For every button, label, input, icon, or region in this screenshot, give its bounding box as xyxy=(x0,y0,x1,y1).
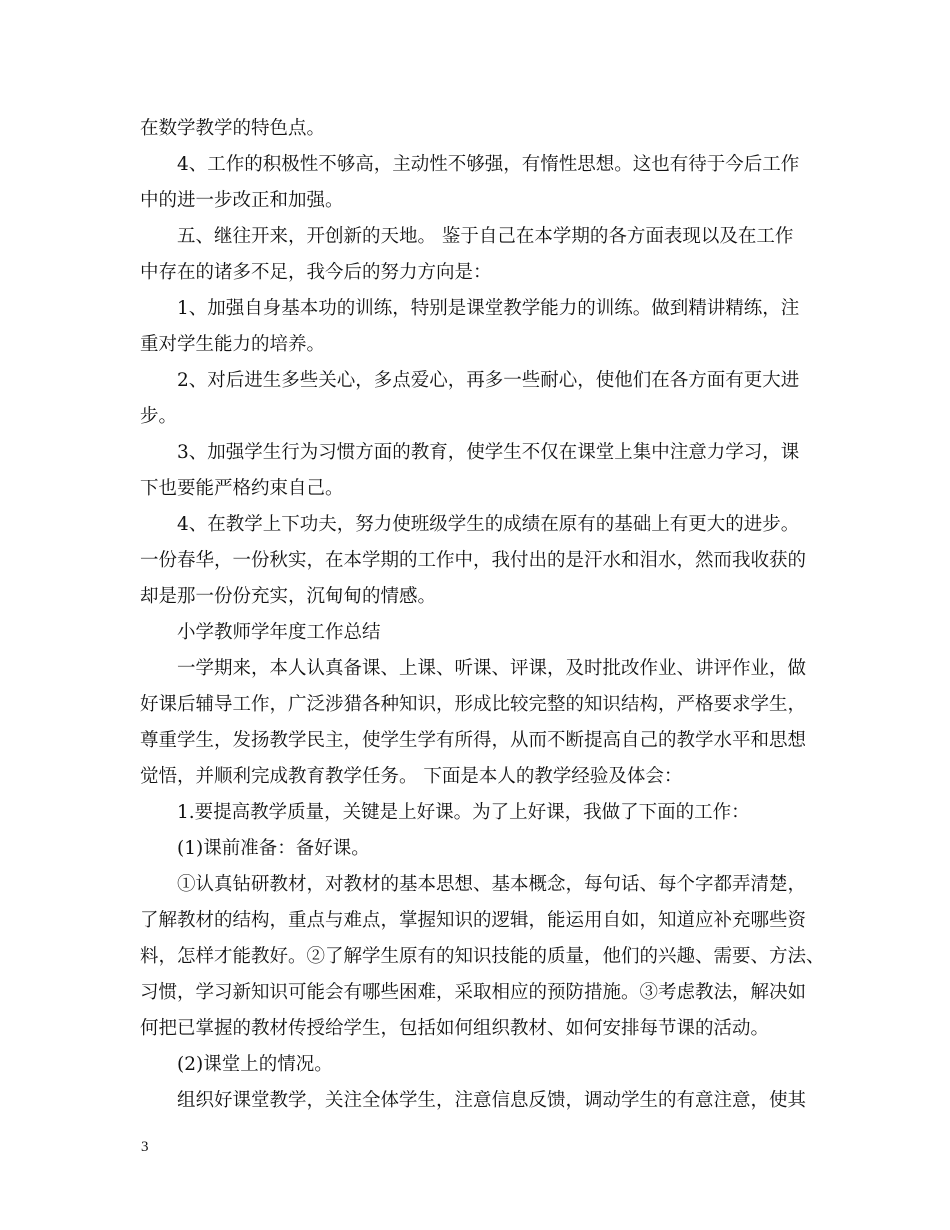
text-line: 步。 xyxy=(140,406,178,427)
text-line: 觉悟，并顺利完成教育教学任务。 下面是本人的教学经验及体会： xyxy=(140,766,683,787)
text-line: 料，怎样才能教好。②了解学生原有的知识技能的质量，他们的兴趣、需要、方法、 xyxy=(140,946,825,967)
text-line: (1)课前准备：备好课。 xyxy=(177,838,370,859)
text-line: 中存在的诸多不足，我今后的努力方向是： xyxy=(140,262,492,283)
text-line: 中的进一步改正和加强。 xyxy=(140,190,344,211)
text-line: 4、在教学上下功夫，努力使班级学生的成绩在原有的基础上有更大的进步。 xyxy=(177,514,800,535)
text-line: ①认真钻研教材，对教材的基本思想、基本概念，每句话、每个字都弄清楚， xyxy=(177,874,807,895)
text-line: 习惯，学习新知识可能会有哪些困难，采取相应的预防措施。③考虑教法，解决如 xyxy=(140,982,807,1003)
text-line: 好课后辅导工作，广泛涉猎各种知识，形成比较完整的知识结构，严格要求学生， xyxy=(140,694,807,715)
text-line: 在数学教学的特色点。 xyxy=(140,118,326,139)
text-line: 4、工作的积极性不够高，主动性不够强，有惰性思想。这也有待于今后工作 xyxy=(177,154,800,175)
text-line: 了解教材的结构，重点与难点，掌握知识的逻辑，能运用自如，知道应补充哪些资 xyxy=(140,910,807,931)
text-line: 尊重学生，发扬教学民主，使学生学有所得，从而不断提高自己的教学水平和思想 xyxy=(140,730,807,751)
text-line: 五、继往开来，开创新的天地。 鉴于自己在本学期的各方面表现以及在工作 xyxy=(177,226,794,247)
text-line: 1、加强自身基本功的训练，特别是课堂教学能力的训练。做到精讲精练，注 xyxy=(177,298,800,319)
text-line: 1.要提高教学质量，关键是上好课。为了上好课，我做了下面的工作： xyxy=(177,802,750,823)
text-line: 何把已掌握的教材传授给学生，包括如何组织教材、如何安排每节课的活动。 xyxy=(140,1018,770,1039)
text-line: 重对学生能力的培养。 xyxy=(140,334,326,355)
text-line: 组织好课堂教学，关注全体学生，注意信息反馈，调动学生的有意注意，使其 xyxy=(177,1090,807,1111)
text-line: 一学期来，本人认真备课、上课、听课、评课，及时批改作业、讲评作业，做 xyxy=(177,658,807,679)
text-line: 2、对后进生多些关心，多点爱心，再多一些耐心，使他们在各方面有更大进 xyxy=(177,370,800,391)
text-line: (2)课堂上的情况。 xyxy=(177,1054,333,1075)
text-line: 下也要能严格约束自己。 xyxy=(140,478,344,499)
section-title: 小学教师学年度工作总结 xyxy=(177,622,381,643)
text-line: 3、加强学生行为习惯方面的教育，使学生不仅在课堂上集中注意力学习，课 xyxy=(177,442,800,463)
text-line: 一份春华，一份秋实，在本学期的工作中，我付出的是汗水和泪水，然而我收获的 xyxy=(140,550,807,571)
text-line: 却是那一份份充实，沉甸甸的情感。 xyxy=(140,586,437,607)
page-number: 3 xyxy=(141,1139,149,1155)
